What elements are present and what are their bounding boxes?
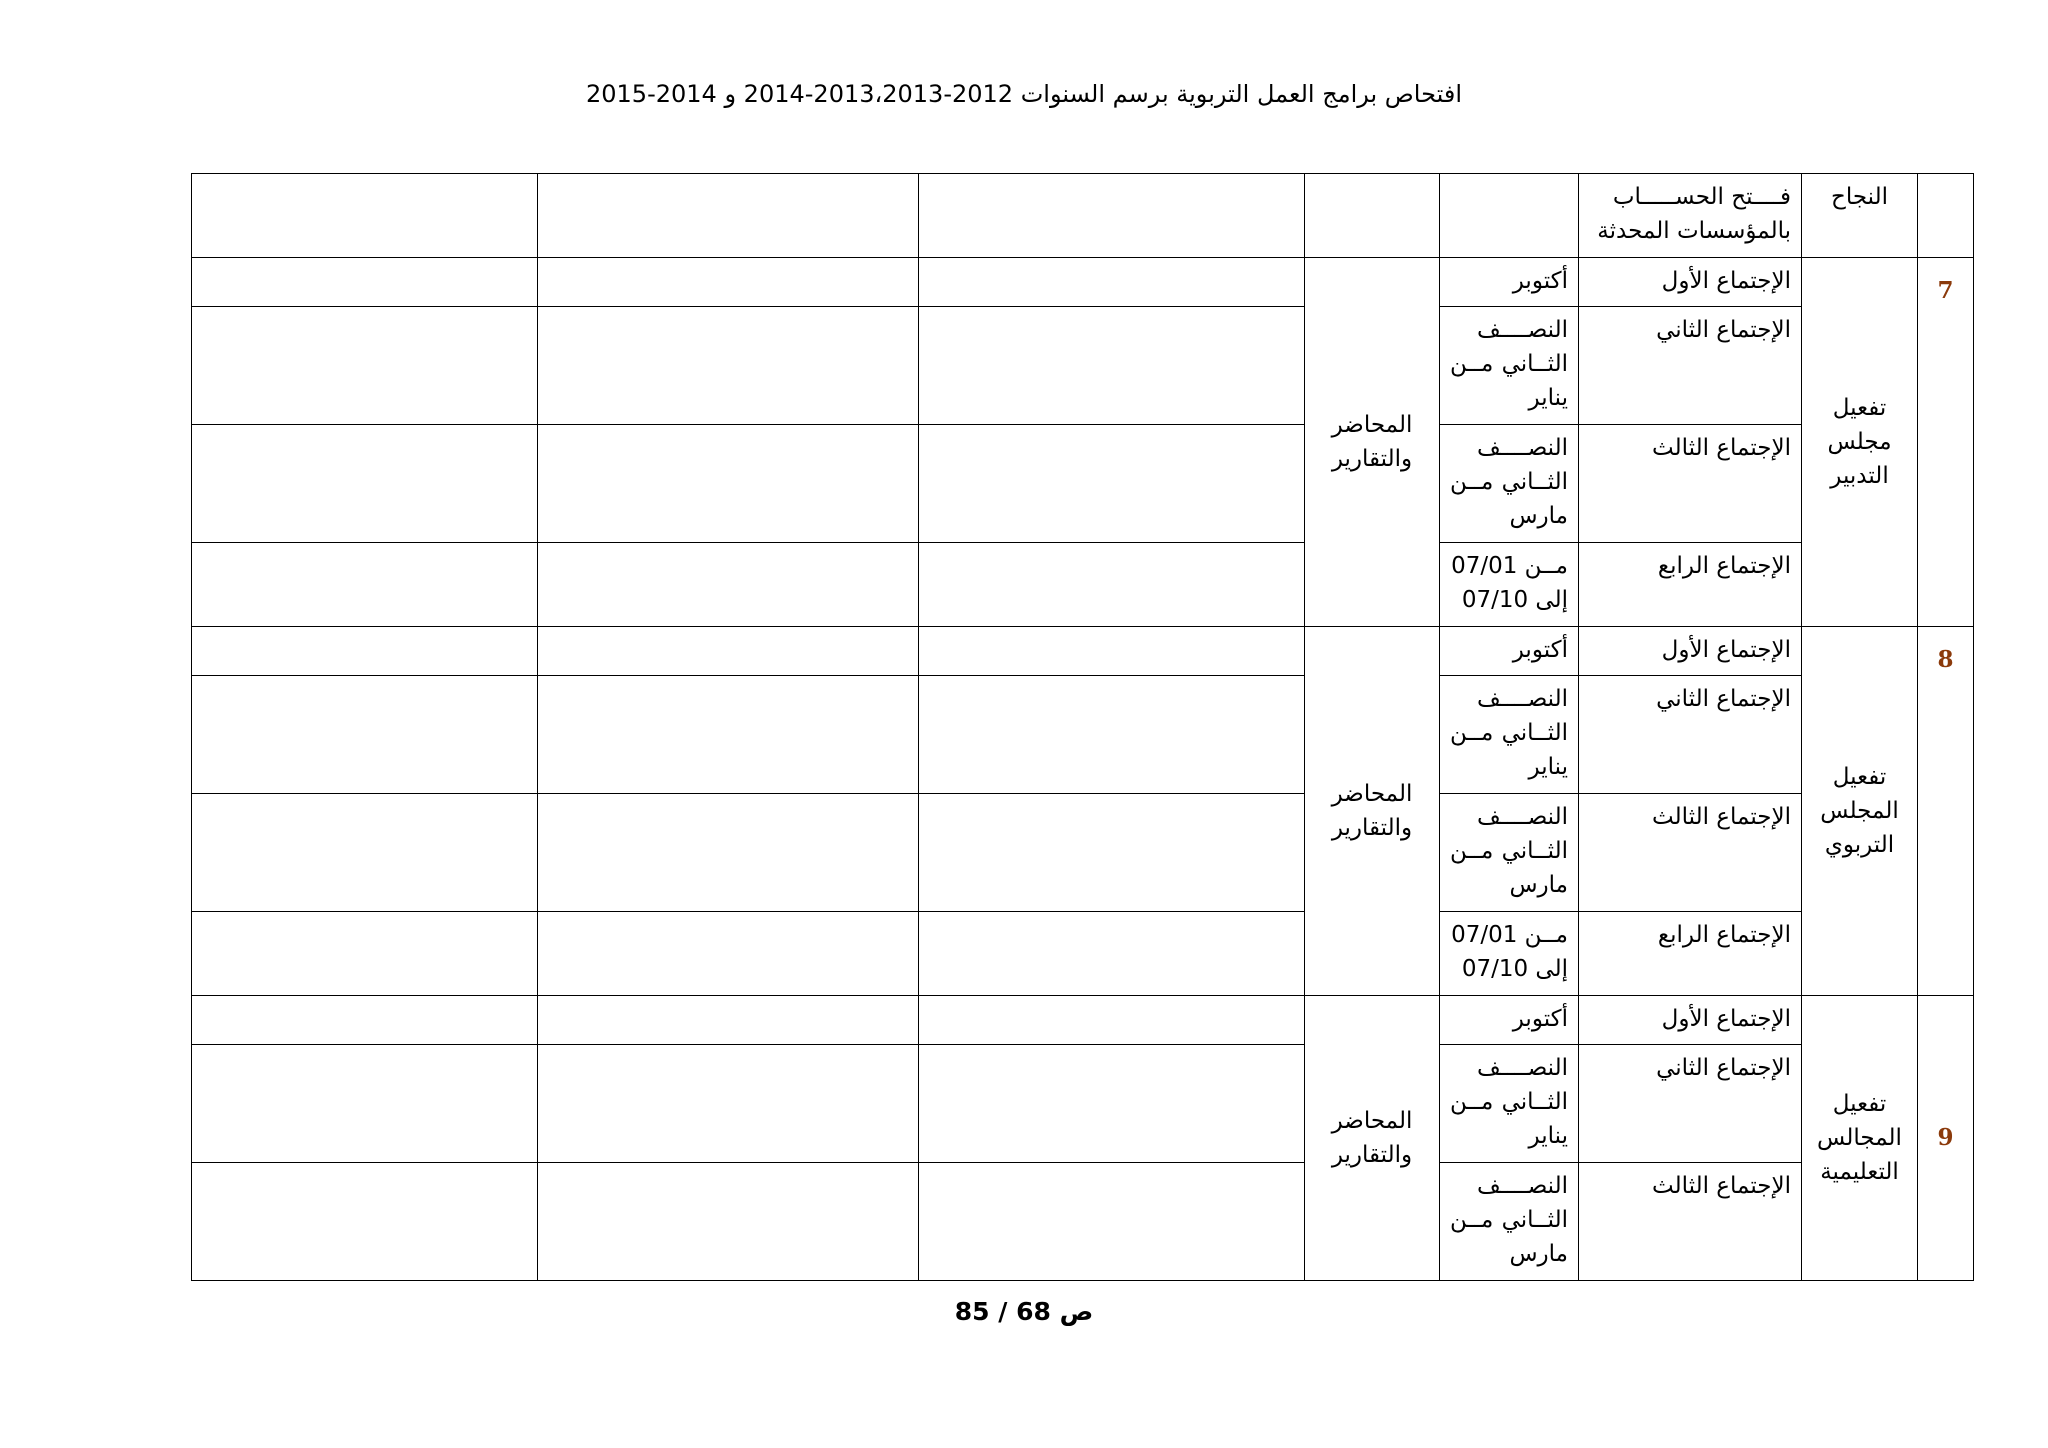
meeting-name: الإجتماع الأول [1579, 996, 1802, 1045]
meeting-name: الإجتماع الثاني [1579, 1045, 1802, 1163]
activity-cell [1802, 627, 1918, 996]
meeting-date [1440, 1163, 1579, 1281]
activity-label: تفعيل [1832, 1091, 1887, 1117]
meeting-name: الإجتماع الثالث [1579, 1163, 1802, 1281]
empty-cell [538, 912, 919, 996]
date-line: الثــاني مــن [1450, 838, 1568, 864]
empty-cell [192, 543, 538, 627]
date-line: إلى 07/10 [1461, 587, 1568, 613]
page-suffix: ص [1059, 1297, 1094, 1326]
date-line: يناير [1528, 1123, 1568, 1149]
empty-cell [192, 794, 538, 912]
meeting-date [1440, 307, 1579, 425]
date-line: الثــاني مــن [1450, 469, 1568, 495]
table-row [192, 1045, 1974, 1163]
meeting-name: الإجتماع الثالث [1579, 794, 1802, 912]
empty-cell [538, 425, 919, 543]
table-row [192, 912, 1974, 996]
date-line: مارس [1509, 503, 1568, 529]
empty-cell [919, 543, 1305, 627]
section-number: 7 [1918, 258, 1974, 627]
empty-cell [538, 1045, 919, 1163]
activity-label: تفعيل [1832, 395, 1887, 421]
empty-cell [538, 996, 919, 1045]
date-line: النصــــف [1476, 686, 1568, 712]
empty-cell [919, 425, 1305, 543]
date-line: النصــــف [1476, 1173, 1568, 1199]
document-label: المحاضر [1331, 1108, 1413, 1134]
empty-cell [538, 1163, 919, 1281]
document-cell [1305, 996, 1440, 1281]
empty-cell [192, 425, 538, 543]
activity-label: التعليمية [1820, 1159, 1899, 1185]
date-line: مارس [1509, 1241, 1568, 1267]
date-line: يناير [1528, 754, 1568, 780]
date-line: مــن 07/01 [1451, 922, 1568, 948]
table-row [192, 258, 1974, 307]
date-line: يناير [1528, 385, 1568, 411]
meeting-date: أكتوبر [1440, 996, 1579, 1045]
current-page: 68 [1016, 1297, 1051, 1326]
task-cell [1579, 174, 1802, 258]
empty-cell [192, 307, 538, 425]
empty-cell [192, 912, 538, 996]
empty-cell [538, 543, 919, 627]
activity-label: النجاح [1830, 184, 1889, 210]
document-label: والتقارير [1331, 446, 1413, 472]
activity-label: التربوي [1824, 832, 1895, 858]
activity-label: المجلس [1820, 798, 1899, 824]
total-pages: 85 [954, 1297, 990, 1326]
date-line: الثــاني مــن [1450, 351, 1568, 377]
empty-cell [192, 174, 538, 258]
section-number: 8 [1918, 627, 1974, 996]
document-cell [1305, 627, 1440, 996]
date-line: النصــــف [1476, 804, 1568, 830]
table-row [192, 627, 1974, 676]
meeting-date: أكتوبر [1440, 627, 1579, 676]
empty-cell [919, 676, 1305, 794]
evaluation-table [191, 173, 1974, 1281]
empty-cell [919, 912, 1305, 996]
meeting-name: الإجتماع الثالث [1579, 425, 1802, 543]
meeting-date [1440, 1045, 1579, 1163]
empty-cell [919, 996, 1305, 1045]
task-line: بالمؤسسات المحدثة [1597, 218, 1791, 244]
meeting-date [1440, 912, 1579, 996]
activity-cell [1802, 996, 1918, 1281]
document-label: والتقارير [1331, 1142, 1413, 1168]
activity-label: المجالس [1817, 1125, 1902, 1151]
empty-cell [919, 174, 1305, 258]
date-line: النصــــف [1476, 435, 1568, 461]
activity-cell [1802, 258, 1918, 627]
meeting-name: الإجتماع الثاني [1579, 307, 1802, 425]
meeting-name: الإجتماع الثاني [1579, 676, 1802, 794]
empty-cell [192, 1045, 538, 1163]
meeting-date [1440, 543, 1579, 627]
document-label: المحاضر [1331, 412, 1413, 438]
page-number [0, 1297, 2048, 1326]
empty-cell [538, 174, 919, 258]
table-row [192, 996, 1974, 1045]
empty-cell [919, 258, 1305, 307]
document-cell [1305, 174, 1440, 258]
date-line: مارس [1509, 872, 1568, 898]
table-row [192, 676, 1974, 794]
empty-cell [919, 794, 1305, 912]
empty-cell [919, 1045, 1305, 1163]
empty-cell [538, 307, 919, 425]
empty-cell [192, 676, 538, 794]
date-line: إلى 07/10 [1461, 956, 1568, 982]
date-line: النصــــف [1476, 317, 1568, 343]
empty-cell [538, 258, 919, 307]
section-number: 9 [1918, 996, 1974, 1281]
meeting-name: الإجتماع الأول [1579, 627, 1802, 676]
empty-cell [538, 627, 919, 676]
date-line: الثــاني مــن [1450, 1089, 1568, 1115]
date-cell [1440, 174, 1579, 258]
activity-label: تفعيل [1832, 764, 1887, 790]
date-line: الثــاني مــن [1450, 720, 1568, 746]
page-separator: / [998, 1297, 1008, 1326]
empty-cell [919, 627, 1305, 676]
table-row [192, 543, 1974, 627]
meeting-date [1440, 676, 1579, 794]
table-row [192, 174, 1974, 258]
activity-label: مجلس [1827, 429, 1892, 455]
meeting-name: الإجتماع الأول [1579, 258, 1802, 307]
table-row [192, 425, 1974, 543]
empty-cell [192, 996, 538, 1045]
date-line: الثــاني مــن [1450, 1207, 1568, 1233]
document-label: والتقارير [1331, 815, 1413, 841]
empty-cell [192, 1163, 538, 1281]
activity-label: التدبير [1830, 463, 1889, 489]
number-cell [1918, 174, 1974, 258]
empty-cell [919, 1163, 1305, 1281]
meeting-name: الإجتماع الرابع [1579, 543, 1802, 627]
meeting-date: أكتوبر [1440, 258, 1579, 307]
table-row [192, 794, 1974, 912]
meeting-date [1440, 425, 1579, 543]
date-line: مــن 07/01 [1451, 553, 1568, 579]
meeting-date [1440, 794, 1579, 912]
table-row [192, 307, 1974, 425]
empty-cell [919, 307, 1305, 425]
page-title: افتحاص برامج العمل التربوية برسم السنوات 2012-2013،2013-2014 و 2014-2015 [585, 80, 1462, 108]
task-line: فــــتح الحســـــاب [1612, 184, 1791, 210]
meeting-name: الإجتماع الرابع [1579, 912, 1802, 996]
empty-cell [192, 258, 538, 307]
activity-cell [1802, 174, 1918, 258]
document-cell [1305, 258, 1440, 627]
date-line: النصــــف [1476, 1055, 1568, 1081]
document-label: المحاضر [1331, 781, 1413, 807]
table-row [192, 1163, 1974, 1281]
empty-cell [538, 676, 919, 794]
empty-cell [192, 627, 538, 676]
empty-cell [538, 794, 919, 912]
